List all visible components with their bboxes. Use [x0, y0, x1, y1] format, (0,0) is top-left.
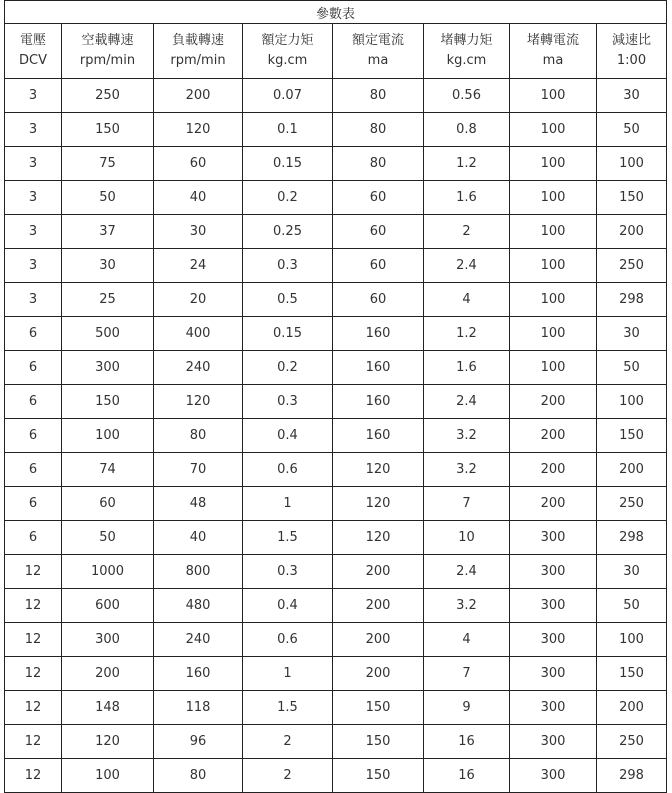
table-cell: 30 — [62, 249, 154, 283]
table-cell: 100 — [510, 79, 597, 113]
table-cell: 100 — [510, 215, 597, 249]
table-row — [5, 113, 667, 147]
table-cell: 12 — [5, 759, 62, 793]
table-cell: 300 — [510, 521, 597, 555]
table-cell: 100 — [510, 283, 597, 317]
table-cell: 80 — [333, 79, 424, 113]
table-cell: 20 — [154, 283, 243, 317]
table-cell: 25 — [62, 283, 154, 317]
table-cell: 250 — [597, 487, 667, 521]
parameter-table — [4, 0, 667, 793]
table-cell: 1 — [243, 657, 333, 691]
table-title: 參數表 — [5, 1, 667, 24]
table-cell: 300 — [62, 351, 154, 385]
table-row — [5, 487, 667, 521]
table-cell: 0.4 — [243, 419, 333, 453]
table-cell: 120 — [154, 385, 243, 419]
table-cell: 50 — [62, 181, 154, 215]
table-cell: 3 — [5, 181, 62, 215]
table-cell: 2.4 — [424, 555, 510, 589]
table-cell: 4 — [424, 283, 510, 317]
table-cell: 10 — [424, 521, 510, 555]
table-cell: 12 — [5, 691, 62, 725]
table-row — [5, 147, 667, 181]
table-cell: 7 — [424, 487, 510, 521]
table-cell: 60 — [333, 181, 424, 215]
table-cell: 30 — [154, 215, 243, 249]
table-cell: 300 — [510, 725, 597, 759]
table-row — [5, 317, 667, 351]
table-cell: 16 — [424, 759, 510, 793]
header-reduction-ratio: 減速比 1:00 — [597, 24, 667, 79]
table-row — [5, 657, 667, 691]
table-cell: 50 — [597, 589, 667, 623]
table-header-row — [5, 24, 667, 79]
table-cell: 298 — [597, 759, 667, 793]
table-cell: 3.2 — [424, 589, 510, 623]
table-cell: 0.2 — [243, 181, 333, 215]
table-cell: 12 — [5, 589, 62, 623]
table-cell: 200 — [510, 453, 597, 487]
table-cell: 250 — [597, 249, 667, 283]
table-cell: 3 — [5, 215, 62, 249]
table-cell: 50 — [62, 521, 154, 555]
table-cell: 500 — [62, 317, 154, 351]
table-cell: 30 — [597, 317, 667, 351]
table-cell: 6 — [5, 419, 62, 453]
table-cell: 60 — [62, 487, 154, 521]
table-cell: 200 — [333, 657, 424, 691]
table-cell: 100 — [62, 759, 154, 793]
table-cell: 50 — [597, 351, 667, 385]
table-cell: 48 — [154, 487, 243, 521]
table-cell: 200 — [62, 657, 154, 691]
table-cell: 150 — [62, 385, 154, 419]
table-cell: 100 — [510, 351, 597, 385]
table-cell: 100 — [62, 419, 154, 453]
table-cell: 160 — [333, 385, 424, 419]
header-no-load-speed: 空載轉速 rpm/min — [62, 24, 154, 79]
table-cell: 0.56 — [424, 79, 510, 113]
table-cell: 200 — [333, 589, 424, 623]
table-cell: 12 — [5, 623, 62, 657]
table-cell: 0.07 — [243, 79, 333, 113]
table-cell: 0.4 — [243, 589, 333, 623]
table-cell: 0.8 — [424, 113, 510, 147]
table-cell: 74 — [62, 453, 154, 487]
table-cell: 200 — [510, 419, 597, 453]
table-cell: 160 — [154, 657, 243, 691]
table-cell: 75 — [62, 147, 154, 181]
table-row — [5, 215, 667, 249]
table-cell: 160 — [333, 317, 424, 351]
table-cell: 96 — [154, 725, 243, 759]
table-cell: 240 — [154, 623, 243, 657]
table-cell: 2.4 — [424, 385, 510, 419]
table-cell: 100 — [597, 623, 667, 657]
table-row — [5, 351, 667, 385]
table-cell: 200 — [597, 691, 667, 725]
table-cell: 1.5 — [243, 691, 333, 725]
table-row — [5, 691, 667, 725]
table-cell: 100 — [510, 181, 597, 215]
table-cell: 3 — [5, 113, 62, 147]
table-cell: 12 — [5, 725, 62, 759]
table-cell: 300 — [510, 759, 597, 793]
table-cell: 1 — [243, 487, 333, 521]
table-row — [5, 453, 667, 487]
table-row — [5, 79, 667, 113]
table-cell: 120 — [154, 113, 243, 147]
table-cell: 160 — [333, 351, 424, 385]
table-cell: 160 — [333, 419, 424, 453]
table-cell: 0.6 — [243, 453, 333, 487]
table-cell: 200 — [510, 385, 597, 419]
table-cell: 6 — [5, 453, 62, 487]
table-cell: 200 — [333, 555, 424, 589]
table-cell: 16 — [424, 725, 510, 759]
table-row — [5, 181, 667, 215]
table-cell: 12 — [5, 657, 62, 691]
table-cell: 1.2 — [424, 147, 510, 181]
table-cell: 80 — [154, 759, 243, 793]
table-row — [5, 555, 667, 589]
header-rated-current: 額定電流 ma — [333, 24, 424, 79]
table-cell: 3.2 — [424, 419, 510, 453]
table-cell: 3 — [5, 283, 62, 317]
table-cell: 150 — [597, 419, 667, 453]
table-cell: 60 — [333, 215, 424, 249]
table-row — [5, 623, 667, 657]
table-cell: 100 — [510, 113, 597, 147]
table-cell: 6 — [5, 385, 62, 419]
table-cell: 250 — [62, 79, 154, 113]
table-cell: 3.2 — [424, 453, 510, 487]
table-cell: 1.6 — [424, 181, 510, 215]
table-cell: 0.25 — [243, 215, 333, 249]
table-cell: 2 — [243, 759, 333, 793]
table-cell: 300 — [510, 691, 597, 725]
table-cell: 120 — [333, 453, 424, 487]
table-cell: 0.1 — [243, 113, 333, 147]
table-row — [5, 759, 667, 793]
table-cell: 298 — [597, 521, 667, 555]
table-cell: 2 — [243, 725, 333, 759]
table-cell: 3 — [5, 79, 62, 113]
table-cell: 30 — [597, 555, 667, 589]
table-cell: 3 — [5, 147, 62, 181]
table-row — [5, 385, 667, 419]
table-cell: 100 — [510, 317, 597, 351]
table-cell: 300 — [510, 623, 597, 657]
table-cell: 50 — [597, 113, 667, 147]
table-cell: 600 — [62, 589, 154, 623]
table-cell: 0.5 — [243, 283, 333, 317]
table-cell: 30 — [597, 79, 667, 113]
table-cell: 4 — [424, 623, 510, 657]
table-cell: 1.2 — [424, 317, 510, 351]
table-cell: 200 — [597, 215, 667, 249]
table-row — [5, 419, 667, 453]
table-cell: 300 — [510, 657, 597, 691]
table-cell: 60 — [154, 147, 243, 181]
table-cell: 800 — [154, 555, 243, 589]
table-cell: 1000 — [62, 555, 154, 589]
table-cell: 1.6 — [424, 351, 510, 385]
table-cell: 100 — [597, 147, 667, 181]
table-cell: 400 — [154, 317, 243, 351]
table-cell: 6 — [5, 487, 62, 521]
table-cell: 120 — [333, 487, 424, 521]
table-cell: 240 — [154, 351, 243, 385]
table-cell: 100 — [597, 385, 667, 419]
table-cell: 300 — [62, 623, 154, 657]
table-cell: 148 — [62, 691, 154, 725]
table-cell: 40 — [154, 521, 243, 555]
table-cell: 12 — [5, 555, 62, 589]
table-cell: 150 — [62, 113, 154, 147]
table-row — [5, 725, 667, 759]
table-cell: 6 — [5, 351, 62, 385]
table-cell: 100 — [510, 249, 597, 283]
header-stall-current: 堵轉電流 ma — [510, 24, 597, 79]
table-body — [5, 79, 667, 793]
table-cell: 40 — [154, 181, 243, 215]
table-cell: 80 — [154, 419, 243, 453]
table-cell: 3 — [5, 249, 62, 283]
header-voltage: 電壓 DCV — [5, 24, 62, 79]
table-cell: 80 — [333, 147, 424, 181]
table-cell: 9 — [424, 691, 510, 725]
table-cell: 150 — [333, 725, 424, 759]
table-cell: 0.3 — [243, 385, 333, 419]
table-cell: 150 — [597, 657, 667, 691]
table-cell: 118 — [154, 691, 243, 725]
table-cell: 0.15 — [243, 147, 333, 181]
table-cell: 1.5 — [243, 521, 333, 555]
header-stall-torque: 堵轉力矩 kg.cm — [424, 24, 510, 79]
table-cell: 2.4 — [424, 249, 510, 283]
table-cell: 150 — [333, 691, 424, 725]
table-cell: 300 — [510, 555, 597, 589]
table-cell: 0.6 — [243, 623, 333, 657]
table-cell: 24 — [154, 249, 243, 283]
table-cell: 0.15 — [243, 317, 333, 351]
table-cell: 37 — [62, 215, 154, 249]
table-cell: 0.3 — [243, 555, 333, 589]
table-cell: 60 — [333, 283, 424, 317]
table-row — [5, 283, 667, 317]
table-cell: 120 — [62, 725, 154, 759]
table-cell: 480 — [154, 589, 243, 623]
table-cell: 60 — [333, 249, 424, 283]
table-cell: 120 — [333, 521, 424, 555]
table-cell: 70 — [154, 453, 243, 487]
table-cell: 100 — [510, 147, 597, 181]
table-cell: 200 — [597, 453, 667, 487]
table-cell: 6 — [5, 521, 62, 555]
table-cell: 200 — [510, 487, 597, 521]
table-row — [5, 589, 667, 623]
table-title-row — [5, 1, 667, 24]
table-cell: 298 — [597, 283, 667, 317]
table-cell: 150 — [597, 181, 667, 215]
table-row — [5, 521, 667, 555]
table-cell: 200 — [154, 79, 243, 113]
table-cell: 300 — [510, 589, 597, 623]
header-load-speed: 負載轉速 rpm/min — [154, 24, 243, 79]
table-cell: 250 — [597, 725, 667, 759]
table-row — [5, 249, 667, 283]
table-cell: 80 — [333, 113, 424, 147]
table-cell: 2 — [424, 215, 510, 249]
table-cell: 0.3 — [243, 249, 333, 283]
table-cell: 0.2 — [243, 351, 333, 385]
table-cell: 150 — [333, 759, 424, 793]
header-rated-torque: 額定力矩 kg.cm — [243, 24, 333, 79]
table-cell: 200 — [333, 623, 424, 657]
table-cell: 6 — [5, 317, 62, 351]
table-cell: 7 — [424, 657, 510, 691]
